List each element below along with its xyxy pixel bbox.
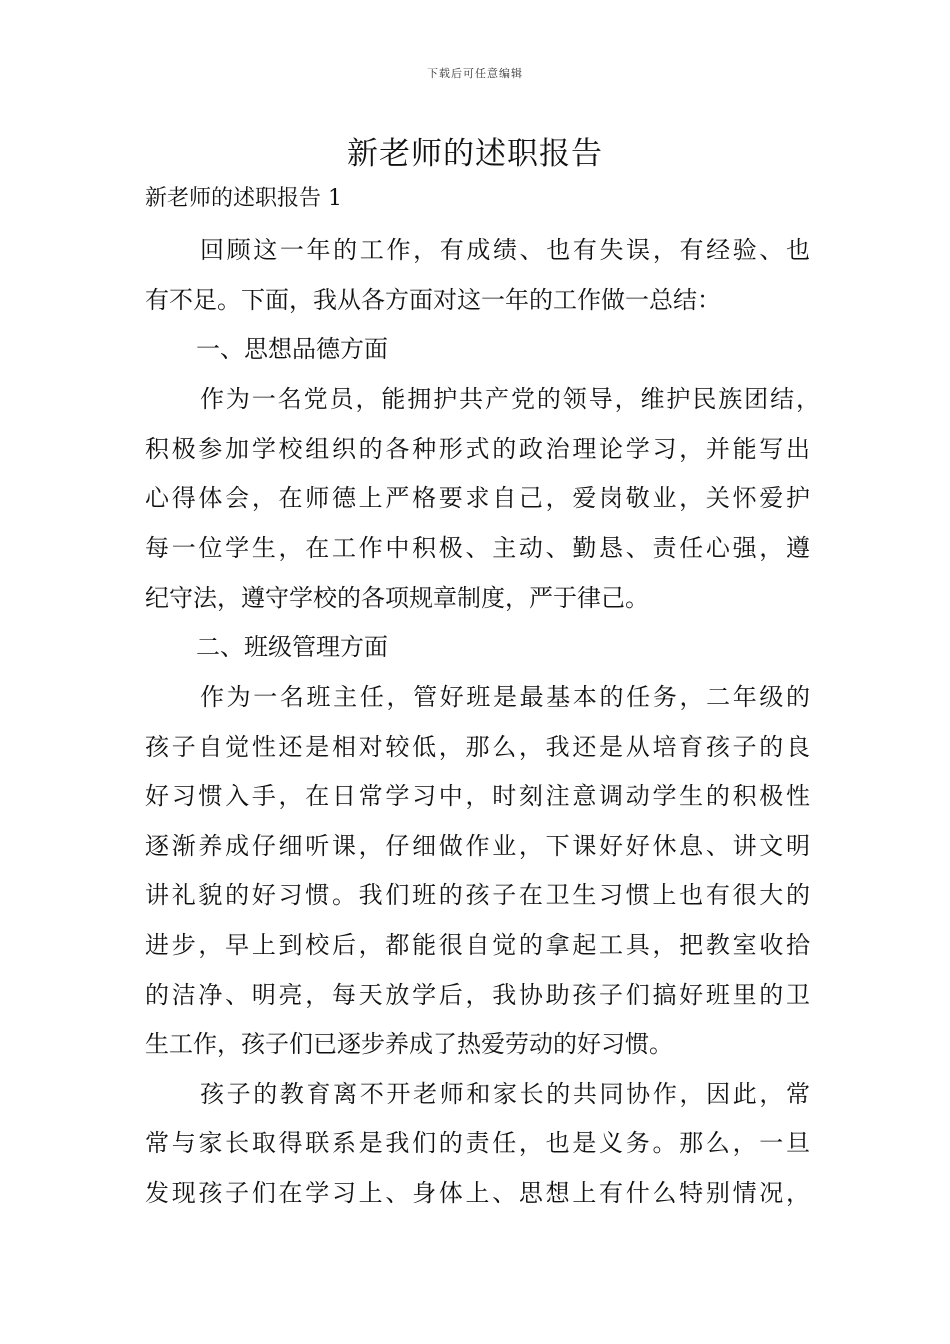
- paragraph-line: 孩子的教育离不开老师和家长的共同协作，因此，常: [200, 1080, 810, 1108]
- paragraph-line: 生工作，孩子们已逐步养成了热爱劳动的好习惯。: [145, 1030, 673, 1058]
- paragraph-line: 纪守法，遵守学校的各项规章制度，严于律己。: [145, 584, 649, 612]
- section-heading: 一、思想品德方面: [196, 335, 388, 363]
- paragraph-line: 有不足。下面，我从各方面对这一年的工作做一总结：: [145, 286, 721, 314]
- paragraph-line: 讲礼貌的好习惯。我们班的孩子在卫生习惯上也有很大的: [145, 881, 810, 909]
- paragraph-line: 好习惯入手，在日常学习中，时刻注意调动学生的积极性: [145, 782, 810, 810]
- section-heading: 二、班级管理方面: [196, 633, 388, 661]
- paragraph-line: 积极参加学校组织的各种形式的政治理论学习，并能写出: [145, 435, 810, 463]
- paragraph-line: 作为一名党员，能拥护共产党的领导，维护民族团结，: [200, 385, 820, 413]
- paragraph-line: 常与家长取得联系是我们的责任，也是义务。那么，一旦: [145, 1129, 810, 1157]
- document-title: 新老师的述职报告: [347, 136, 603, 172]
- document-subtitle: 新老师的述职报告 1: [145, 186, 342, 211]
- paragraph-line: 进步，早上到校后，都能很自觉的拿起工具，把教室收拾: [145, 931, 810, 959]
- paragraph-line: 回顾这一年的工作，有成绩、也有失误，有经验、也: [200, 236, 810, 264]
- paragraph-line: 逐渐养成仔细听课，仔细做作业，下课好好休息、讲文明: [145, 832, 810, 860]
- paragraph-line: 的洁净、明亮，每天放学后，我协助孩子们搞好班里的卫: [145, 981, 810, 1009]
- header-note: 下载后可任意编辑: [427, 67, 523, 80]
- paragraph-line: 心得体会，在师德上严格要求自己，爱岗敬业，关怀爱护: [145, 484, 810, 512]
- paragraph-line: 孩子自觉性还是相对较低，那么，我还是从培育孩子的良: [145, 733, 810, 761]
- paragraph-line: 每一位学生，在工作中积极、主动、勤恳、责任心强，遵: [145, 534, 810, 562]
- paragraph-line: 作为一名班主任，管好班是最基本的任务，二年级的: [200, 683, 810, 711]
- paragraph-line: 发现孩子们在学习上、身体上、思想上有什么特别情况，: [145, 1179, 810, 1207]
